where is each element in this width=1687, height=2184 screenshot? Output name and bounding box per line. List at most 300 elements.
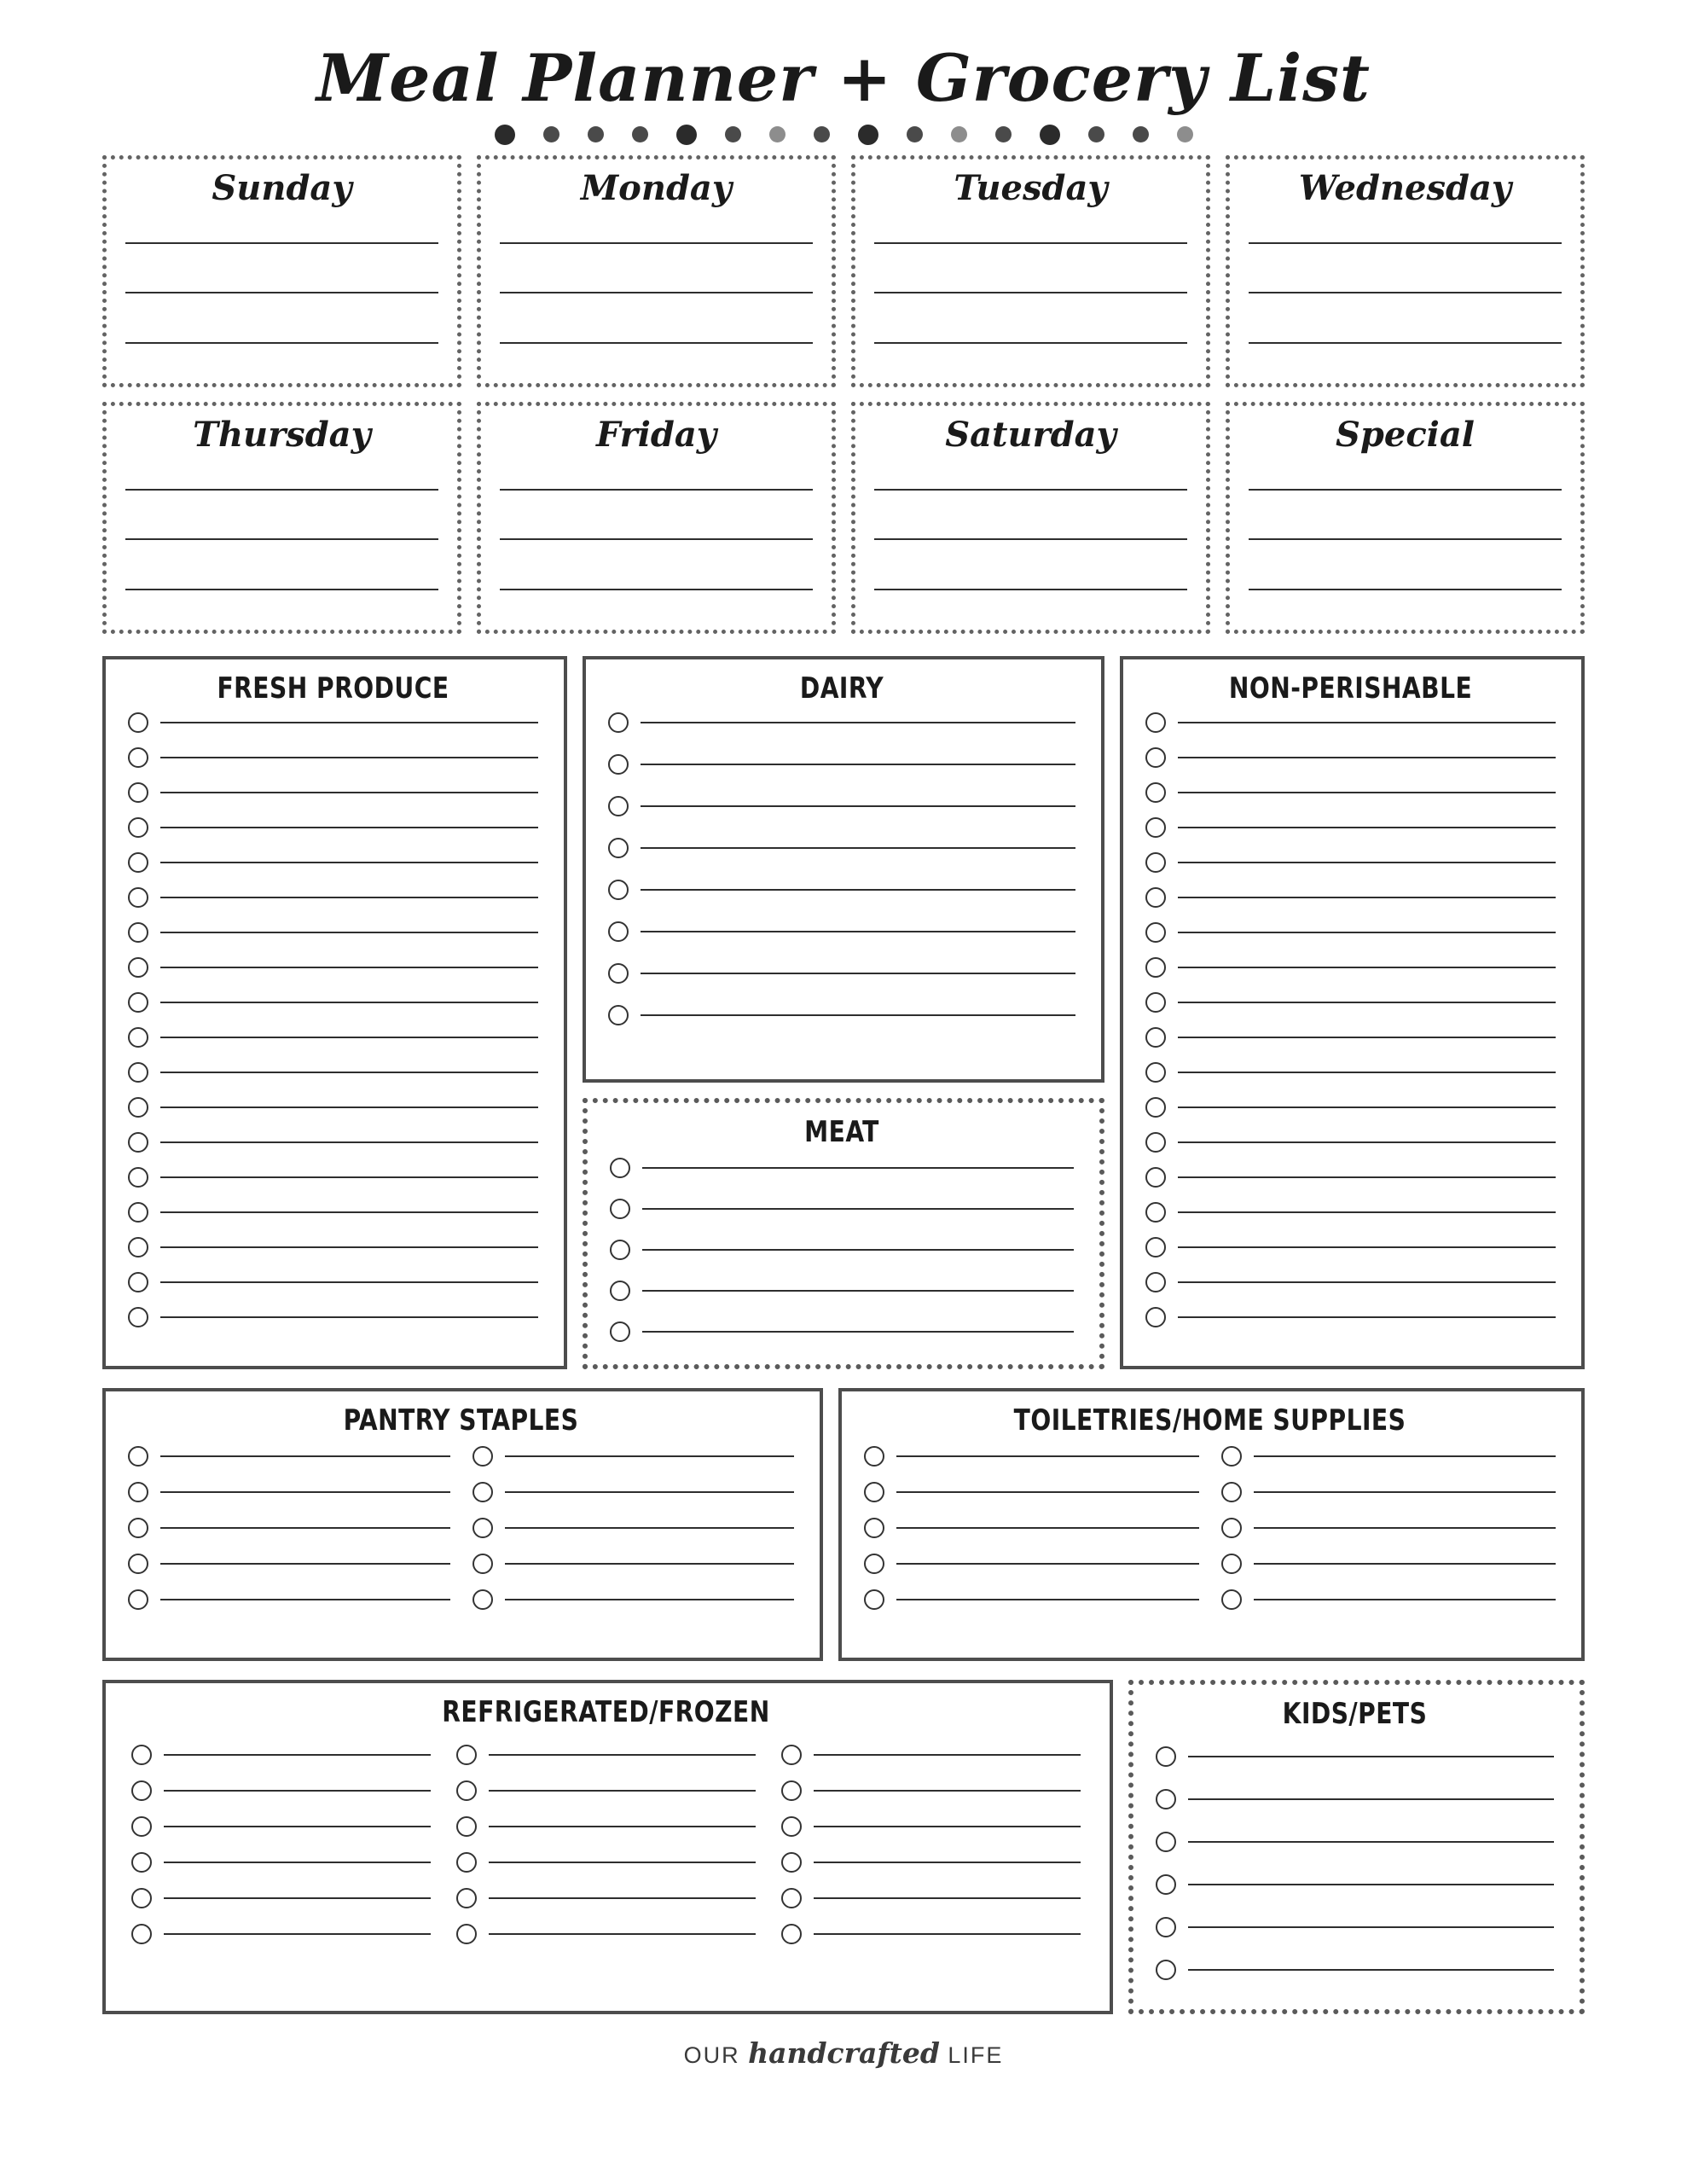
write-line[interactable] (160, 1001, 538, 1003)
checkbox-circle-icon[interactable] (472, 1518, 493, 1538)
write-line[interactable] (1178, 1036, 1556, 1038)
checkbox-circle-icon[interactable] (864, 1482, 884, 1502)
day-card-special[interactable] (1226, 402, 1585, 634)
checklist-item[interactable] (781, 1852, 1081, 1873)
day-write-lines[interactable] (125, 464, 438, 618)
write-line[interactable] (896, 1526, 1199, 1529)
checkbox-circle-icon[interactable] (128, 1307, 148, 1327)
checkbox-circle-icon[interactable] (1156, 1960, 1176, 1980)
checkbox-circle-icon[interactable] (1145, 1237, 1166, 1258)
checklist-item[interactable] (1145, 922, 1556, 943)
write-line[interactable] (160, 1141, 538, 1143)
checklist-item[interactable] (1145, 1062, 1556, 1083)
checklist-item[interactable] (131, 1852, 431, 1873)
write-line[interactable] (896, 1490, 1199, 1493)
write-line[interactable] (642, 1248, 1074, 1251)
checklist-item[interactable] (608, 796, 1075, 816)
checklist-item[interactable] (472, 1518, 795, 1538)
write-line[interactable] (896, 1455, 1199, 1457)
checkbox-circle-icon[interactable] (1156, 1789, 1176, 1809)
checkbox-circle-icon[interactable] (608, 754, 629, 775)
checkbox-circle-icon[interactable] (472, 1589, 493, 1610)
write-line[interactable] (160, 826, 538, 828)
checkbox-circle-icon[interactable] (1156, 1874, 1176, 1895)
checklist-item[interactable] (128, 1589, 450, 1610)
checklist-item[interactable] (131, 1816, 431, 1837)
checkbox-circle-icon[interactable] (1221, 1554, 1242, 1574)
checklist-item[interactable] (1145, 1237, 1556, 1258)
write-line[interactable] (641, 846, 1075, 849)
checklist-item[interactable] (1221, 1518, 1557, 1538)
checkbox-circle-icon[interactable] (864, 1518, 884, 1538)
checkbox-circle-icon[interactable] (128, 817, 148, 838)
checklist-item[interactable] (131, 1924, 431, 1944)
write-line[interactable] (1178, 1106, 1556, 1108)
checklist-item[interactable] (608, 963, 1075, 984)
checklist-item[interactable] (128, 1097, 538, 1118)
write-line[interactable] (641, 1014, 1075, 1016)
checklist-item[interactable] (1156, 1746, 1554, 1767)
checkbox-circle-icon[interactable] (781, 1780, 802, 1801)
write-line[interactable] (505, 1490, 795, 1493)
checkbox-circle-icon[interactable] (1145, 1062, 1166, 1083)
write-line[interactable] (500, 341, 813, 344)
checklist-item[interactable] (781, 1780, 1081, 1801)
checklist-item[interactable] (1156, 1960, 1554, 1980)
write-line[interactable] (814, 1825, 1081, 1827)
checklist-item[interactable] (1145, 957, 1556, 978)
write-line[interactable] (1254, 1490, 1557, 1493)
checkbox-circle-icon[interactable] (1156, 1917, 1176, 1937)
checkbox-circle-icon[interactable] (128, 1446, 148, 1467)
write-line[interactable] (641, 972, 1075, 974)
checkbox-circle-icon[interactable] (608, 796, 629, 816)
checkbox-circle-icon[interactable] (1221, 1589, 1242, 1610)
write-line[interactable] (1249, 588, 1562, 590)
checkbox-circle-icon[interactable] (1145, 817, 1166, 838)
checklist-item[interactable] (608, 754, 1075, 775)
write-line[interactable] (641, 721, 1075, 723)
checklist-item[interactable] (608, 1005, 1075, 1025)
write-line[interactable] (1178, 896, 1556, 898)
checklist-item[interactable] (128, 1554, 450, 1574)
write-line[interactable] (160, 791, 538, 793)
checklist-item[interactable] (128, 1518, 450, 1538)
checklist-item[interactable] (128, 957, 538, 978)
day-write-lines[interactable] (874, 464, 1187, 618)
checkbox-circle-icon[interactable] (781, 1816, 802, 1837)
checklist-item[interactable] (472, 1482, 795, 1502)
checkbox-circle-icon[interactable] (1145, 712, 1166, 733)
write-line[interactable] (164, 1932, 431, 1935)
checklist-item[interactable] (131, 1780, 431, 1801)
checkbox-circle-icon[interactable] (456, 1888, 477, 1908)
write-line[interactable] (160, 1176, 538, 1178)
write-line[interactable] (505, 1526, 795, 1529)
checkbox-circle-icon[interactable] (131, 1888, 152, 1908)
day-write-lines[interactable] (874, 218, 1187, 371)
checkbox-circle-icon[interactable] (472, 1482, 493, 1502)
checkbox-circle-icon[interactable] (456, 1852, 477, 1873)
checklist-item[interactable] (781, 1745, 1081, 1765)
write-line[interactable] (160, 1598, 450, 1600)
checklist-item[interactable] (456, 1780, 756, 1801)
checkbox-circle-icon[interactable] (1145, 957, 1166, 978)
write-line[interactable] (814, 1932, 1081, 1935)
checklist-item[interactable] (1145, 1027, 1556, 1048)
write-line[interactable] (1178, 1001, 1556, 1003)
write-line[interactable] (1178, 791, 1556, 793)
day-write-lines[interactable] (1249, 464, 1562, 618)
write-line[interactable] (1178, 1246, 1556, 1248)
checkbox-circle-icon[interactable] (128, 1589, 148, 1610)
checkbox-circle-icon[interactable] (1221, 1518, 1242, 1538)
write-line[interactable] (164, 1789, 431, 1792)
write-line[interactable] (125, 241, 438, 244)
write-line[interactable] (1254, 1526, 1557, 1529)
checklist-item[interactable] (1145, 1307, 1556, 1327)
write-line[interactable] (1178, 1141, 1556, 1143)
checklist-item[interactable] (472, 1589, 795, 1610)
checklist-item[interactable] (1145, 747, 1556, 768)
write-line[interactable] (1178, 931, 1556, 933)
checkbox-circle-icon[interactable] (864, 1589, 884, 1610)
checkbox-circle-icon[interactable] (456, 1816, 477, 1837)
checklist-item[interactable] (1156, 1789, 1554, 1809)
checklist-item[interactable] (128, 747, 538, 768)
checklist-item[interactable] (1145, 992, 1556, 1013)
checkbox-circle-icon[interactable] (608, 712, 629, 733)
checkbox-circle-icon[interactable] (128, 852, 148, 873)
checkbox-circle-icon[interactable] (864, 1446, 884, 1467)
write-line[interactable] (160, 861, 538, 863)
write-line[interactable] (1178, 721, 1556, 723)
write-line[interactable] (489, 1789, 756, 1792)
day-write-lines[interactable] (500, 464, 813, 618)
write-line[interactable] (1178, 826, 1556, 828)
checklist-item[interactable] (131, 1745, 431, 1765)
write-line[interactable] (1178, 966, 1556, 968)
write-line[interactable] (1254, 1455, 1557, 1457)
write-line[interactable] (505, 1598, 795, 1600)
checklist-item[interactable] (128, 1237, 538, 1258)
write-line[interactable] (1188, 1755, 1554, 1757)
checkbox-circle-icon[interactable] (1145, 1132, 1166, 1153)
checkbox-circle-icon[interactable] (781, 1852, 802, 1873)
checkbox-circle-icon[interactable] (128, 1554, 148, 1574)
write-line[interactable] (489, 1825, 756, 1827)
checkbox-circle-icon[interactable] (610, 1240, 630, 1260)
checkbox-circle-icon[interactable] (864, 1554, 884, 1574)
checkbox-circle-icon[interactable] (610, 1158, 630, 1178)
day-card-friday[interactable] (477, 402, 836, 634)
checkbox-circle-icon[interactable] (128, 747, 148, 768)
write-line[interactable] (160, 721, 538, 723)
write-line[interactable] (164, 1753, 431, 1756)
write-line[interactable] (874, 588, 1187, 590)
checklist-item[interactable] (128, 1272, 538, 1292)
checkbox-circle-icon[interactable] (128, 1202, 148, 1223)
write-line[interactable] (814, 1789, 1081, 1792)
checkbox-circle-icon[interactable] (128, 1272, 148, 1292)
checklist-item[interactable] (864, 1589, 1199, 1610)
checklist-item[interactable] (128, 1202, 538, 1223)
checklist-item[interactable] (864, 1554, 1199, 1574)
write-line[interactable] (160, 1316, 538, 1318)
write-line[interactable] (1178, 1281, 1556, 1283)
checklist-item[interactable] (1145, 1272, 1556, 1292)
checklist-item[interactable] (1145, 782, 1556, 803)
write-line[interactable] (1254, 1562, 1557, 1565)
checklist-item[interactable] (131, 1888, 431, 1908)
checkbox-circle-icon[interactable] (1156, 1746, 1176, 1767)
day-card-sunday[interactable] (102, 155, 461, 387)
day-write-lines[interactable] (125, 218, 438, 371)
checklist-item[interactable] (1145, 887, 1556, 908)
write-line[interactable] (642, 1207, 1074, 1210)
checkbox-circle-icon[interactable] (128, 922, 148, 943)
write-line[interactable] (500, 537, 813, 540)
checklist-item[interactable] (472, 1446, 795, 1467)
write-line[interactable] (642, 1166, 1074, 1169)
checkbox-circle-icon[interactable] (128, 1482, 148, 1502)
checklist-item[interactable] (610, 1321, 1074, 1342)
write-line[interactable] (160, 1455, 450, 1457)
checklist-item[interactable] (1145, 712, 1556, 733)
write-line[interactable] (160, 1211, 538, 1213)
write-line[interactable] (160, 1036, 538, 1038)
checkbox-circle-icon[interactable] (1156, 1832, 1176, 1852)
write-line[interactable] (1254, 1598, 1557, 1600)
checklist-item[interactable] (128, 817, 538, 838)
checkbox-circle-icon[interactable] (1145, 1097, 1166, 1118)
write-line[interactable] (500, 588, 813, 590)
checkbox-circle-icon[interactable] (128, 1167, 148, 1188)
checklist-item[interactable] (1221, 1482, 1557, 1502)
checkbox-circle-icon[interactable] (608, 1005, 629, 1025)
write-line[interactable] (489, 1861, 756, 1863)
write-line[interactable] (164, 1825, 431, 1827)
day-write-lines[interactable] (1249, 218, 1562, 371)
write-line[interactable] (641, 804, 1075, 807)
checklist-item[interactable] (128, 1446, 450, 1467)
write-line[interactable] (1178, 1071, 1556, 1073)
write-line[interactable] (1249, 341, 1562, 344)
write-line[interactable] (160, 1490, 450, 1493)
checklist-item[interactable] (1156, 1874, 1554, 1895)
checklist-item[interactable] (610, 1281, 1074, 1301)
write-line[interactable] (505, 1455, 795, 1457)
write-line[interactable] (160, 1106, 538, 1108)
checkbox-circle-icon[interactable] (1145, 852, 1166, 873)
checkbox-circle-icon[interactable] (610, 1281, 630, 1301)
checklist-item[interactable] (456, 1924, 756, 1944)
write-line[interactable] (160, 756, 538, 758)
checkbox-circle-icon[interactable] (608, 880, 629, 900)
checklist-item[interactable] (1145, 852, 1556, 873)
write-line[interactable] (1249, 291, 1562, 293)
write-line[interactable] (814, 1896, 1081, 1899)
write-line[interactable] (125, 537, 438, 540)
write-line[interactable] (1188, 1926, 1554, 1928)
checklist-item[interactable] (128, 1167, 538, 1188)
write-line[interactable] (1188, 1798, 1554, 1800)
checklist-item[interactable] (864, 1446, 1199, 1467)
checkbox-circle-icon[interactable] (128, 992, 148, 1013)
write-line[interactable] (641, 763, 1075, 765)
write-line[interactable] (874, 341, 1187, 344)
write-line[interactable] (1249, 241, 1562, 244)
checkbox-circle-icon[interactable] (131, 1745, 152, 1765)
checklist-item[interactable] (1221, 1589, 1557, 1610)
checklist-item[interactable] (1145, 1132, 1556, 1153)
write-line[interactable] (1188, 1840, 1554, 1843)
write-line[interactable] (160, 931, 538, 933)
write-line[interactable] (125, 291, 438, 293)
write-line[interactable] (125, 341, 438, 344)
checklist-item[interactable] (128, 1132, 538, 1153)
checkbox-circle-icon[interactable] (456, 1924, 477, 1944)
checklist-item[interactable] (128, 852, 538, 873)
write-line[interactable] (1188, 1968, 1554, 1971)
checkbox-circle-icon[interactable] (456, 1780, 477, 1801)
write-line[interactable] (1178, 1316, 1556, 1318)
checkbox-circle-icon[interactable] (128, 1132, 148, 1153)
write-line[interactable] (160, 1562, 450, 1565)
checklist-item[interactable] (608, 880, 1075, 900)
write-line[interactable] (500, 241, 813, 244)
checklist-item[interactable] (610, 1199, 1074, 1219)
checkbox-circle-icon[interactable] (608, 838, 629, 858)
write-line[interactable] (1249, 537, 1562, 540)
checklist-item[interactable] (864, 1518, 1199, 1538)
checklist-item[interactable] (1156, 1917, 1554, 1937)
write-line[interactable] (642, 1330, 1074, 1333)
checkbox-circle-icon[interactable] (128, 1097, 148, 1118)
checkbox-circle-icon[interactable] (610, 1199, 630, 1219)
write-line[interactable] (874, 488, 1187, 491)
day-write-lines[interactable] (500, 218, 813, 371)
write-line[interactable] (1178, 861, 1556, 863)
checklist-item[interactable] (128, 1482, 450, 1502)
write-line[interactable] (164, 1861, 431, 1863)
write-line[interactable] (1178, 1211, 1556, 1213)
checklist-item[interactable] (1145, 1167, 1556, 1188)
checkbox-circle-icon[interactable] (781, 1745, 802, 1765)
checkbox-circle-icon[interactable] (1145, 1272, 1166, 1292)
checklist-item[interactable] (608, 838, 1075, 858)
checklist-item[interactable] (1221, 1554, 1557, 1574)
checklist-item[interactable] (610, 1240, 1074, 1260)
write-line[interactable] (641, 888, 1075, 891)
write-line[interactable] (489, 1753, 756, 1756)
checkbox-circle-icon[interactable] (1145, 887, 1166, 908)
checkbox-circle-icon[interactable] (608, 921, 629, 942)
checklist-item[interactable] (864, 1482, 1199, 1502)
checkbox-circle-icon[interactable] (456, 1745, 477, 1765)
checklist-item[interactable] (781, 1816, 1081, 1837)
write-line[interactable] (874, 537, 1187, 540)
write-line[interactable] (500, 291, 813, 293)
write-line[interactable] (164, 1896, 431, 1899)
checklist-item[interactable] (128, 1027, 538, 1048)
checkbox-circle-icon[interactable] (1145, 1167, 1166, 1188)
write-line[interactable] (1249, 488, 1562, 491)
checkbox-circle-icon[interactable] (131, 1780, 152, 1801)
write-line[interactable] (874, 291, 1187, 293)
write-line[interactable] (874, 241, 1187, 244)
write-line[interactable] (489, 1896, 756, 1899)
checklist-item[interactable] (128, 922, 538, 943)
checkbox-circle-icon[interactable] (128, 782, 148, 803)
write-line[interactable] (814, 1753, 1081, 1756)
day-card-wednesday[interactable] (1226, 155, 1585, 387)
write-line[interactable] (505, 1562, 795, 1565)
checklist-item[interactable] (472, 1554, 795, 1574)
checkbox-circle-icon[interactable] (1145, 922, 1166, 943)
write-line[interactable] (160, 1246, 538, 1248)
write-line[interactable] (814, 1861, 1081, 1863)
checkbox-circle-icon[interactable] (128, 1237, 148, 1258)
write-line[interactable] (1178, 756, 1556, 758)
write-line[interactable] (500, 488, 813, 491)
write-line[interactable] (1178, 1176, 1556, 1178)
checkbox-circle-icon[interactable] (1145, 782, 1166, 803)
checklist-item[interactable] (781, 1888, 1081, 1908)
checkbox-circle-icon[interactable] (781, 1924, 802, 1944)
checkbox-circle-icon[interactable] (1145, 747, 1166, 768)
write-line[interactable] (1188, 1883, 1554, 1885)
write-line[interactable] (160, 1071, 538, 1073)
checkbox-circle-icon[interactable] (1145, 1307, 1166, 1327)
checklist-item[interactable] (610, 1158, 1074, 1178)
checklist-item[interactable] (456, 1888, 756, 1908)
checklist-item[interactable] (1145, 1202, 1556, 1223)
write-line[interactable] (642, 1289, 1074, 1292)
checklist-item[interactable] (781, 1924, 1081, 1944)
write-line[interactable] (160, 896, 538, 898)
checklist-item[interactable] (128, 1307, 538, 1327)
write-line[interactable] (125, 488, 438, 491)
checkbox-circle-icon[interactable] (608, 963, 629, 984)
checklist-item[interactable] (1221, 1446, 1557, 1467)
checklist-item[interactable] (128, 712, 538, 733)
checkbox-circle-icon[interactable] (1145, 1027, 1166, 1048)
checkbox-circle-icon[interactable] (610, 1321, 630, 1342)
checkbox-circle-icon[interactable] (781, 1888, 802, 1908)
checkbox-circle-icon[interactable] (128, 1027, 148, 1048)
checklist-item[interactable] (456, 1745, 756, 1765)
checkbox-circle-icon[interactable] (128, 1062, 148, 1083)
write-line[interactable] (160, 966, 538, 968)
day-card-thursday[interactable] (102, 402, 461, 634)
checklist-item[interactable] (128, 887, 538, 908)
checkbox-circle-icon[interactable] (131, 1816, 152, 1837)
checklist-item[interactable] (456, 1852, 756, 1873)
write-line[interactable] (125, 588, 438, 590)
checkbox-circle-icon[interactable] (131, 1924, 152, 1944)
checklist-item[interactable] (1156, 1832, 1554, 1852)
write-line[interactable] (896, 1598, 1199, 1600)
write-line[interactable] (489, 1932, 756, 1935)
checklist-item[interactable] (608, 712, 1075, 733)
checklist-item[interactable] (1145, 817, 1556, 838)
checkbox-circle-icon[interactable] (128, 887, 148, 908)
checklist-item[interactable] (1145, 1097, 1556, 1118)
write-line[interactable] (896, 1562, 1199, 1565)
checkbox-circle-icon[interactable] (128, 957, 148, 978)
checkbox-circle-icon[interactable] (1221, 1446, 1242, 1467)
